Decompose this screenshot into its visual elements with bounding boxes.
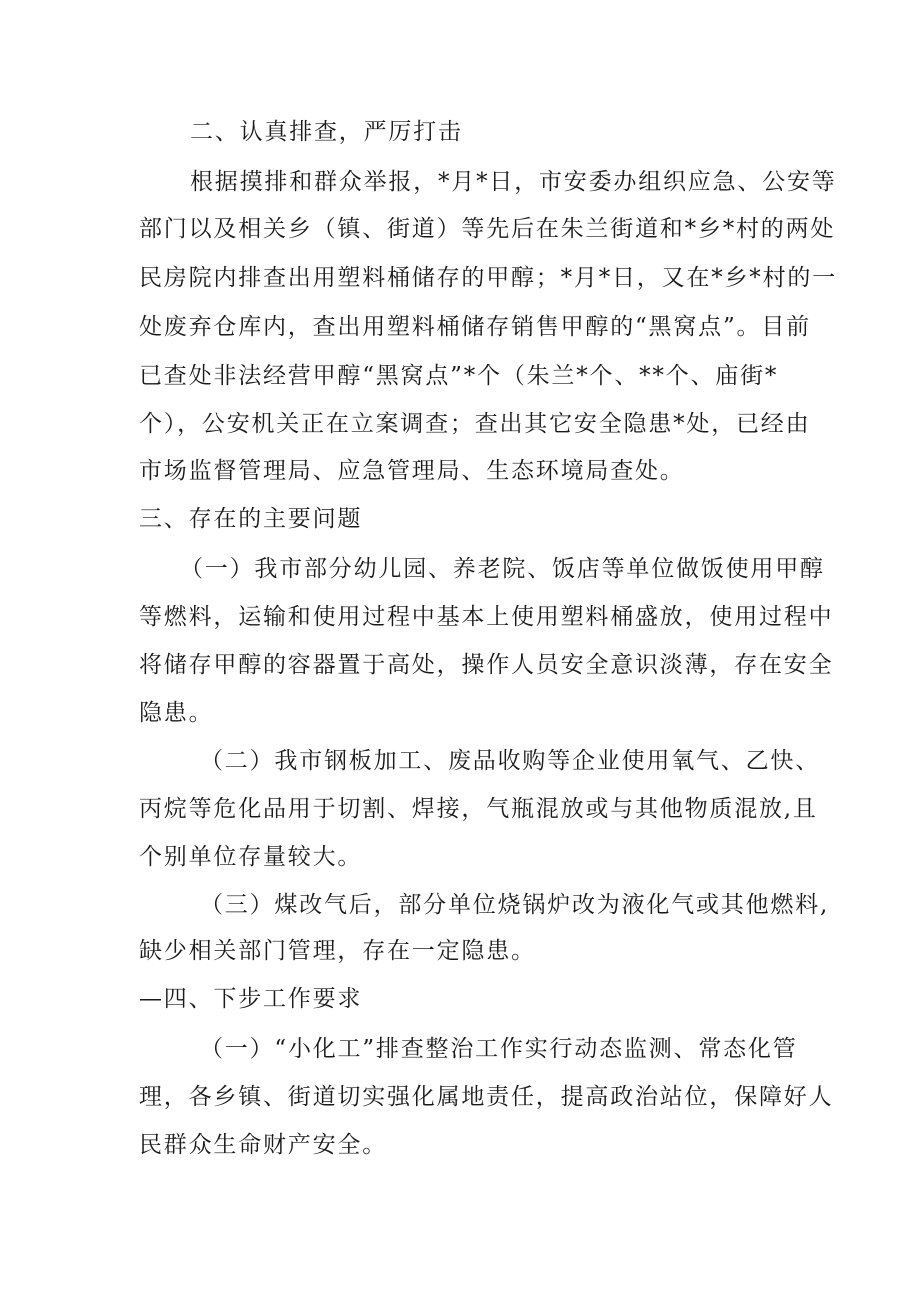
paragraph-line: （三）煤改气后，部分单位烧锅炉改为液化气或其他燃料, xyxy=(200,892,830,918)
paragraph-line: （二）我市钢板加工、废品收购等企业使用氧气、乙快、 xyxy=(200,748,820,774)
paragraph-line: （一）“小化工”排查整治工作实行动态监测、常态化管 xyxy=(200,1036,798,1062)
paragraph-line: 民房院内排查出用塑料桶储存的甲醇；*月*日，又在*乡*村的一 xyxy=(139,265,837,291)
paragraph-line: 隐患。 xyxy=(139,700,214,726)
paragraph-line: 将储存甲醇的容器置于高处，操作人员安全意识淡薄，存在安全 xyxy=(139,652,834,678)
section-heading-4: —四、下步工作要求 xyxy=(139,986,363,1012)
section-heading-3: 三、存在的主要问题 xyxy=(139,506,363,532)
paragraph-line: 丙烷等危化品用于切割、焊接，气瓶混放或与其他物质混放,且 xyxy=(139,796,818,822)
paragraph-line: 市场监督管理局、应急管理局、生态环境局查处。 xyxy=(139,458,685,484)
section-heading-2: 二、认真排查，严厉打击 xyxy=(190,119,463,145)
paragraph-line: 根据摸排和群众举报，*月*日，市安委办组织应急、公安等 xyxy=(190,169,837,195)
paragraph-line: 处废弃仓库内，查出用塑料桶储存销售甲醇的“黑窝点”。目前 xyxy=(139,314,811,340)
paragraph-line: （一）我市部分幼儿园、养老院、饭店等单位做饭使用甲醇 xyxy=(180,556,825,582)
paragraph-line: 缺少相关部门管理，存在一定隐患。 xyxy=(139,938,536,964)
paragraph-line: 已查处非法经营甲醇“黑窝点”*个（朱兰*个、**个、庙街* xyxy=(139,363,779,389)
paragraph-line: 民群众生命财产安全。 xyxy=(139,1132,387,1158)
paragraph-line: 个别单位存量较大。 xyxy=(139,844,363,870)
paragraph-line: 个），公安机关正在立案调查；查出其它安全隐患*处，已经由 xyxy=(139,411,811,437)
paragraph-line: 理，各乡镇、街道切实强化属地责任，提高政治站位，保障好人 xyxy=(139,1084,834,1110)
paragraph-line: 部门以及相关乡（镇、街道）等先后在朱兰街道和*乡*村的两处 xyxy=(139,216,836,242)
paragraph-line: 等燃料，运输和使用过程中基本上使用塑料桶盛放，使用过程中 xyxy=(139,604,834,630)
